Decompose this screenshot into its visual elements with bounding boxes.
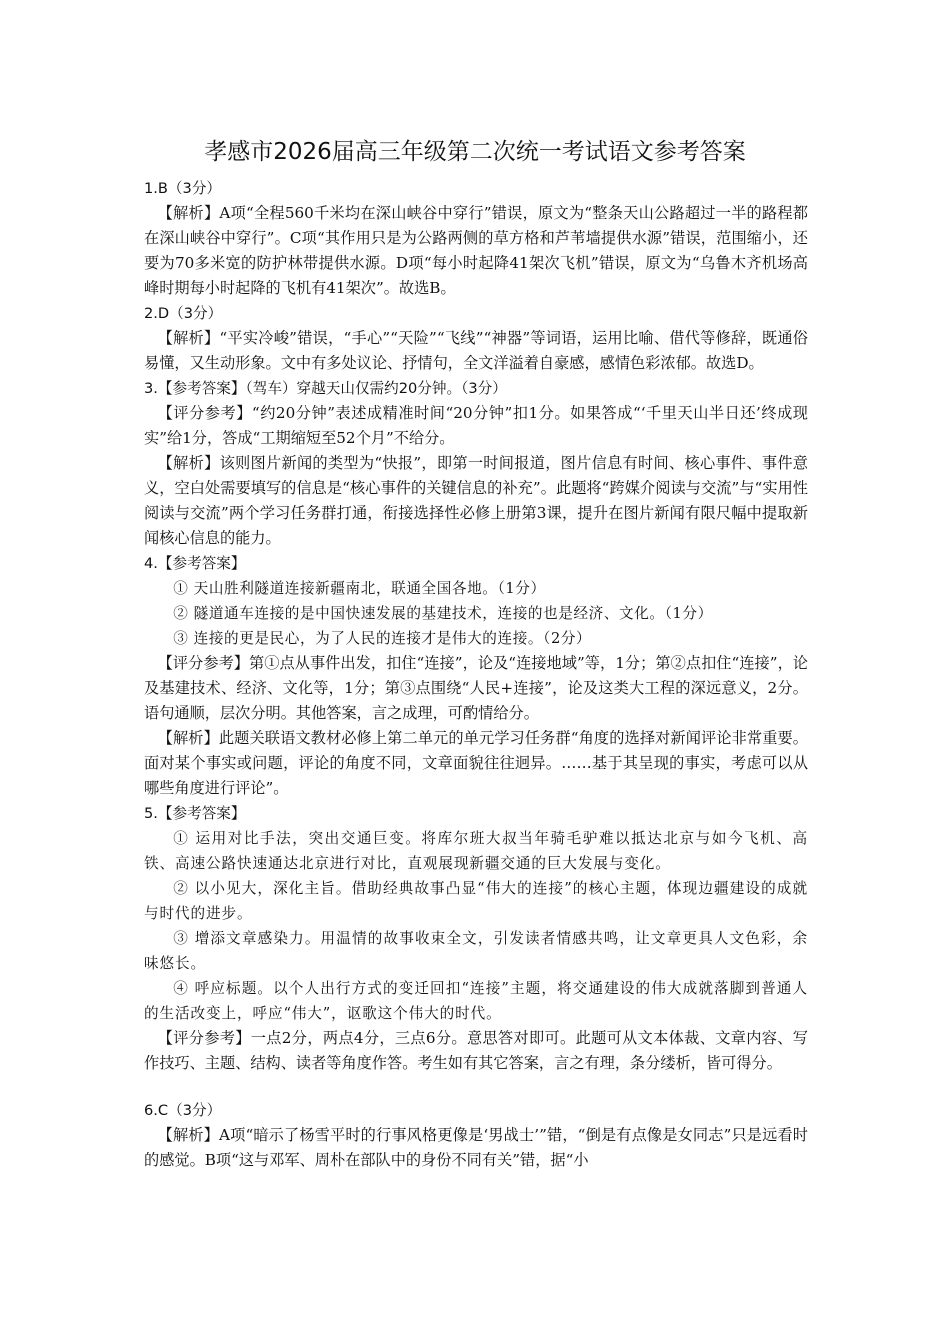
question-6-analysis: 【解析】A项“暗示了杨雪平时的行事风格更像是‘男战士’”错，“倒是有点像是女同志”只是远看时的感觉。B项“这与邓军、周朴在部队中的身份不同有关”错，据“小 [144, 1126, 808, 1169]
question-2-analysis: 【解析】“平实冷峻”错误，“手心”“天险”“飞线”“神器”等词语，运用比喻、借代等修辞，既通俗易懂，又生动形象。文中有多处议论、抒情句，全文洋溢着自豪感，感情色彩浓郁。故选D。 [144, 329, 808, 372]
question-3-heading: 3.【参考答案】（驾车）穿越天山仅需约20分钟。（3分） [144, 380, 507, 397]
blank-line [144, 1076, 808, 1098]
question-4-answer-1: ① 天山胜利隧道连接新疆南北，联通全国各地。（1分） [173, 580, 546, 597]
question-4-answer-3: ③ 连接的更是民心，为了人民的连接才是伟大的连接。（2分） [173, 630, 592, 647]
question-5-answer-4: ④ 呼应标题。以个人出行方式的变迁回扣“连接”主题，将交通建设的伟大成就落脚到普通人的生活改变上，呼应“伟大”，讴歌这个伟大的时代。 [144, 980, 808, 1022]
question-5-scoring: 【评分参考】一点2分，两点4分，三点6分。意思答对即可。此题可从文本体裁、文章内容、写作技巧、主题、结构、读者等角度作答。考生如有其它答案，言之有理，条分缕析，皆可得分。 [144, 1029, 808, 1072]
question-5-answer-3: ③ 增添文章感染力。用温情的故事收束全文，引发读者情感共鸣，让文章更具人文色彩，余味悠长。 [144, 930, 808, 972]
question-2-heading: 2.D（3分） [144, 305, 223, 322]
question-3-analysis: 【解析】该则图片新闻的类型为“快报”，即第一时间报道，图片信息有时间、核心事件、事件意义，空白处需要填写的信息是“核心事件的关键信息的补充”。此题将“跨媒介阅读与交流”与“实用性阅读与交流”两个学习任务群打通，衔接选择性必修上册第3课，提升在图片新闻有限尺幅中提取新闻核心信息的能力。 [144, 454, 808, 547]
question-4-answer-2: ② 隧道通车连接的是中国快速发展的基建技术，连接的也是经济、文化。（1分） [173, 605, 713, 622]
question-4-analysis: 【解析】此题关联语文教材必修上第二单元的单元学习任务群“角度的选择对新闻评论非常重要。面对某个事实或问题，评论的角度不同，文章面貌往往迥异。……基于其呈现的事实，考虑可以从哪些角度进行评论”。 [144, 729, 808, 797]
question-1-analysis: 【解析】A项“全程560千米均在深山峡谷中穿行”错误，原文为“整条天山公路超过一半的路程都在深山峡谷中穿行”。C项“其作用只是为公路两侧的草方格和芦苇墙提供水源”错误，范围缩小，还要为70多米宽的防护林带提供水源。D项“每小时起降41架次飞机”错误，原文为“乌鲁木齐机场高峰时期每小时起降的飞机有41架次”。故选B。 [144, 204, 808, 297]
question-3-scoring: 【评分参考】“约20分钟”表述成精准时间“20分钟”扣1分。如果答成“‘千里天山半日还’终成现实”给1分，答成“工期缩短至52个月”不给分。 [144, 404, 808, 447]
question-4-scoring: 【评分参考】第①点从事件出发，扣住“连接”，论及“连接地域”等，1分；第②点扣住“连接”，论及基建技术、经济、文化等，1分；第③点围绕“人民+连接”，论及这类大工程的深远意义，2分。语句通顺，层次分明。其他答案，言之成理，可酌情给分。 [144, 654, 808, 722]
answer-content [144, 176, 808, 1173]
question-5-answer-1: ① 运用对比手法，突出交通巨变。将库尔班大叔当年骑毛驴难以抵达北京与如今飞机、高铁、高速公路快速通达北京进行对比，直观展现新疆交通的巨大发展与变化。 [144, 830, 808, 872]
question-5-heading: 5.【参考答案】 [144, 805, 246, 822]
page-title: 孝感市2026届高三年级第二次统一考试语文参考答案 [204, 139, 746, 165]
question-4-heading: 4.【参考答案】 [144, 555, 246, 572]
question-6-heading: 6.C（3分） [144, 1102, 222, 1119]
question-1-heading: 1.B（3分） [144, 180, 222, 197]
question-5-answer-2: ② 以小见大，深化主旨。借助经典故事凸显“伟大的连接”的核心主题，体现边疆建设的成就与时代的进步。 [144, 880, 808, 922]
